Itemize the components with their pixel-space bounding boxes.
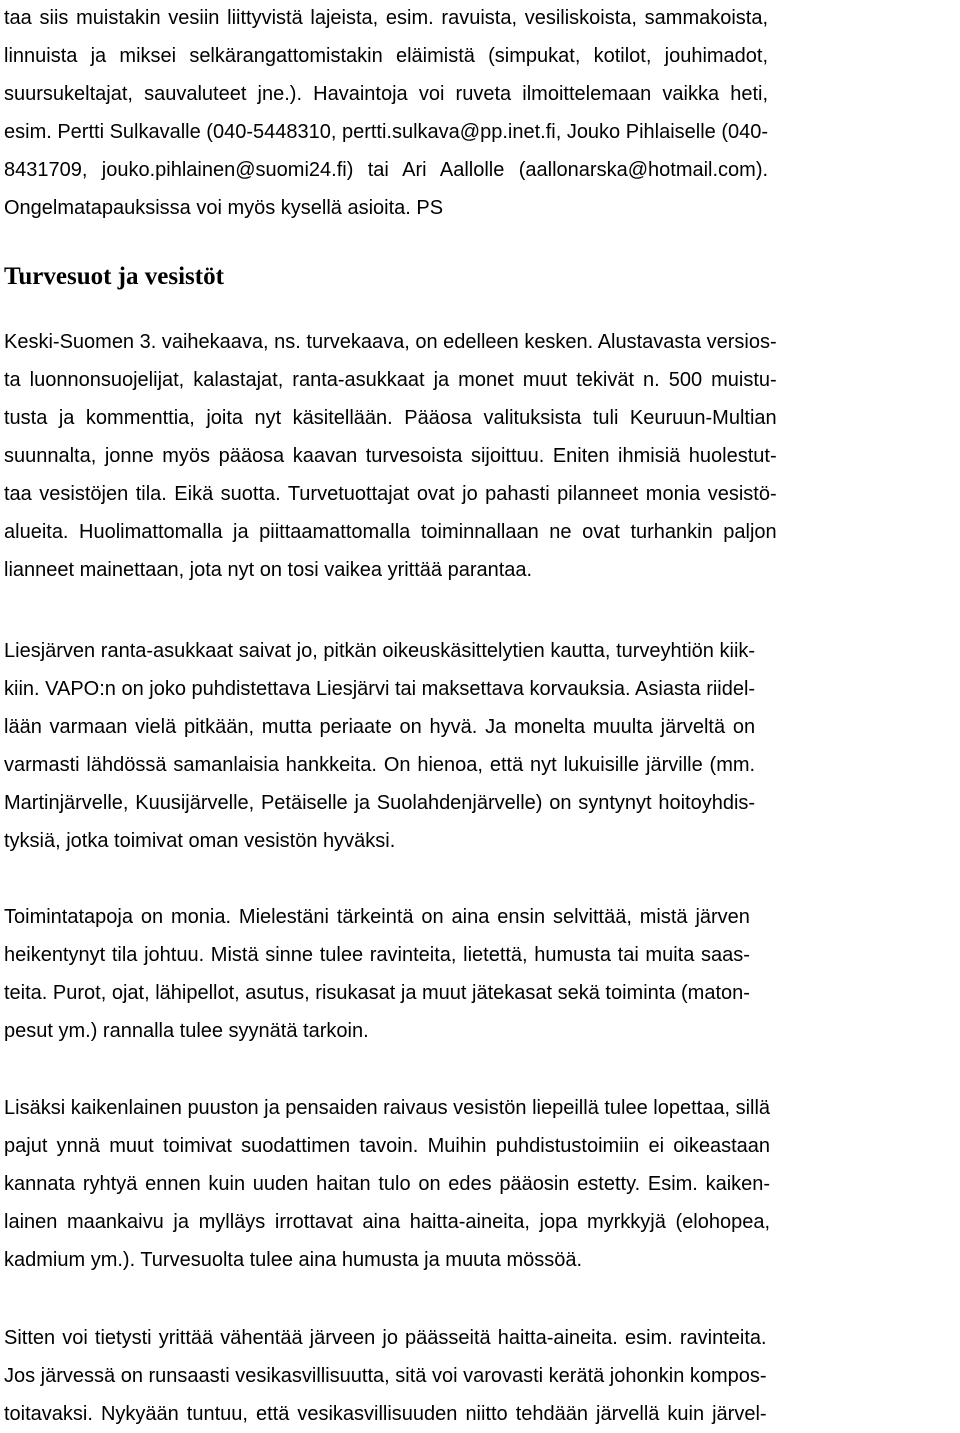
text-line: Martinjärvelle, Kuusijärvelle, Petäiselle ja Suolahdenjärvelle) on syntynyt hoitoyhdis- bbox=[4, 792, 756, 814]
text-line: pesut ym.) rannalla tulee syynätä tarkoin. bbox=[4, 1020, 369, 1042]
text-line: pajut ynnä muut toimivat suodattimen tavoin. Muihin puhdistustoimiin ei oikeastaan bbox=[4, 1135, 771, 1157]
text-line: Liesjärven ranta-asukkaat saivat jo, pitkän oikeuskäsittelytien kautta, turveyhtiön kiik- bbox=[4, 640, 756, 662]
text-line: Keski-Suomen 3. vaihekaava, ns. turvekaava, on edelleen kesken. Alustavasta versios- bbox=[4, 331, 777, 353]
paragraph-raivaus bbox=[4, 1089, 770, 1279]
paragraph-turvekaava bbox=[4, 323, 777, 589]
paragraph-liesjarvi bbox=[4, 632, 755, 860]
paragraph-toimintatapoja bbox=[4, 898, 750, 1050]
text-line: teita. Purot, ojat, lähipellot, asutus, risukasat ja muut jätekasat sekä toiminta (maton- bbox=[4, 982, 750, 1004]
text-line: toitavaksi. Nykyään tuntuu, että vesikasvillisuuden niitto tehdään järvellä kuin järvel- bbox=[4, 1403, 767, 1425]
text-line: lainen maankaivu ja mylläys irrottavat aina haitta-aineita, jopa myrkkyjä (elohopea, bbox=[4, 1211, 771, 1233]
text-line: Sitten voi tietysti yrittää vähentää järveen jo päässeitä haitta-aineita. esim. ravinteita. bbox=[4, 1327, 767, 1349]
text-line: heikentynyt tila johtuu. Mistä sinne tulee ravinteita, lietettä, humusta tai muita saas- bbox=[4, 944, 750, 966]
text-line: Lisäksi kaikenlainen puuston ja pensaiden raivaus vesistön liepeillä tulee lopettaa, sillä bbox=[4, 1097, 771, 1119]
text-line: suunnalta, jonne myös pääosa kaavan turvesoista sijoittuu. Eniten ihmisiä huolestut- bbox=[4, 445, 777, 467]
text-line: tusta ja kommenttia, joita nyt käsitellään. Pääosa valituksista tuli Keuruun-Multian bbox=[4, 407, 777, 429]
text-line: suursukeltajat, sauvaluteet jne.). Havaintoja voi ruveta ilmoittelemaan vaikka heti, bbox=[4, 83, 769, 105]
text-line: 8431709, jouko.pihlainen@suomi24.fi) tai Ari Aallolle (aallonarska@hotmail.com). bbox=[4, 159, 769, 181]
section-heading: Turvesuot ja vesistöt bbox=[4, 263, 224, 290]
text-line: taa vesistöjen tila. Eikä suotta. Turvetuottajat ovat jo pahasti pilanneet monia vesistö- bbox=[4, 483, 777, 505]
text-line: Ongelmatapauksissa voi myös kysellä asioita. PS bbox=[4, 197, 444, 219]
text-line: linnuista ja miksei selkärangattomistakin eläimistä (simpukat, kotilot, jouhimadot, bbox=[4, 45, 769, 67]
text-line: Toimintatapoja on monia. Mielestäni tärkeintä on aina ensin selvittää, mistä järven bbox=[4, 906, 750, 928]
text-line: ta luonnonsuojelijat, kalastajat, ranta-asukkaat ja monet muut tekivät n. 500 muistu- bbox=[4, 369, 777, 391]
text-line: kiin. VAPO:n on joko puhdistettava Liesjärvi tai maksettava korvauksia. Asiasta riidel- bbox=[4, 678, 756, 700]
text-line: tyksiä, jotka toimivat oman vesistön hyväksi. bbox=[4, 830, 396, 852]
text-line: lianneet mainettaan, jota nyt on tosi vaikea yrittää parantaa. bbox=[4, 559, 533, 581]
text-line: lään varmaan vielä pitkään, mutta periaate on hyvä. Ja monelta muulta järveltä on bbox=[4, 716, 756, 738]
text-line: kannata ryhtyä ennen kuin uuden haitan tulo on edes pääosin estetty. Esim. kaiken- bbox=[4, 1173, 771, 1195]
text-line: kadmium ym.). Turvesuolta tulee aina humusta ja muuta mössöä. bbox=[4, 1249, 583, 1271]
text-line: taa siis muistakin vesiin liittyvistä lajeista, esim. ravuista, vesiliskoista, sammakoista, bbox=[4, 7, 769, 29]
paragraph-haitta-aineet bbox=[4, 1319, 767, 1433]
text-line: esim. Pertti Sulkavalle (040-5448310, pertti.sulkava@pp.inet.fi, Jouko Pihlaiselle (040- bbox=[4, 121, 769, 143]
text-line: alueita. Huolimattomalla ja piittaamattomalla toiminnallaan ne ovat turhankin paljon bbox=[4, 521, 777, 543]
text-line: Jos järvessä on runsaasti vesikasvillisuutta, sitä voi varovasti kerätä johonkin kompos- bbox=[4, 1365, 767, 1387]
intro-paragraph bbox=[4, 0, 768, 227]
text-line: varmasti lähdössä samanlaisia hankkeita. On hienoa, että nyt lukuisille järville (mm. bbox=[4, 754, 756, 776]
